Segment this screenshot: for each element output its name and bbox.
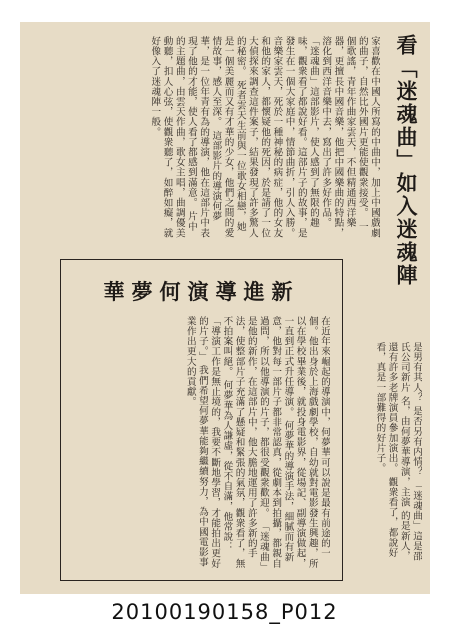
scanned-page <box>20 22 430 594</box>
right-column-text: 是男有其人？ 是否另有内情？ 「迷魂曲」這是邵氏公司新片 名，由何夢華導演，主演 的是新人，還有許多老牌演員參加演出。 觀衆看了，都說好看，真是一部難得的好片子。 <box>374 342 422 562</box>
top-article-text: 家喜歡在中國人所寫的中曲中，加上中國戲劇的曲子，自然比外國片更能使觀衆接受。 一個歌謠，青年作曲家雲天，不但精通西洋樂器，更擅長中國音樂，他把中國樂曲的特點，溶化到西洋音樂中去，寫出了許多好作品。 「迷魂曲」這部影片，使人感到了無限的趣味，觀衆看了都說好看。這部片子的故事，是發生在一個大家庭中，情節曲折，引人入勝。 音樂家雲天，死於一種神秘的病症，他的女友和他的家人，都懷疑他的死因，於是請了一位大偵探來調查這件案子，結果發現了許多驚人的秘密。 死者雲天生前與一位歌女相戀，她是一個美麗而又有才華的少女，他們之間的愛情故事，感人至深。 這部影片的導演何夢華，是一位年青有為的導演，他在這部片中表現了他的才能，使人看了都感到滿意。 片中的主題曲，由雲天作曲，歌女主唱，曲調優美動聽，扣人心弦，使觀衆聽了，如醉如癡，就好像入了迷魂陣一般。 <box>149 36 380 238</box>
box-title: 華夢何演導進新 <box>103 279 300 304</box>
archive-caption: 20100190158_P012 <box>111 600 338 624</box>
main-title: 看「迷魂曲」如入迷魂陣 <box>394 34 419 287</box>
director-profile-box <box>60 259 343 581</box>
box-article-text: 在近年來崛起的導演中，何夢華可以說是最有前途的一個。他出身於上海戲劇學校，自幼就對電影發生興趣，所以在學校畢業後，就投身電影界，從場記、副導演做起，一直到正式升任導演。 何夢華的導演手法，細膩而有新意，他對每一部片子都非常認真，從劇本到拍攝，都親自過問，所以他導演的片子，都很受觀衆歡迎。 「迷魂曲」是他的新作，在這部片中，他大膽地運用了許多新的手法，使整部片子充滿了懸疑和緊張的氣氛，觀衆看了，無不拍案叫絕。 何夢華為人謙虛，從不自滿，他常說：「導演工作是無止境的，我要不斷地學習，才能拍出更好的片子。」 我們希望何夢華能夠繼續努力，為中國電影事業作出更大的貢獻。 <box>184 316 330 569</box>
